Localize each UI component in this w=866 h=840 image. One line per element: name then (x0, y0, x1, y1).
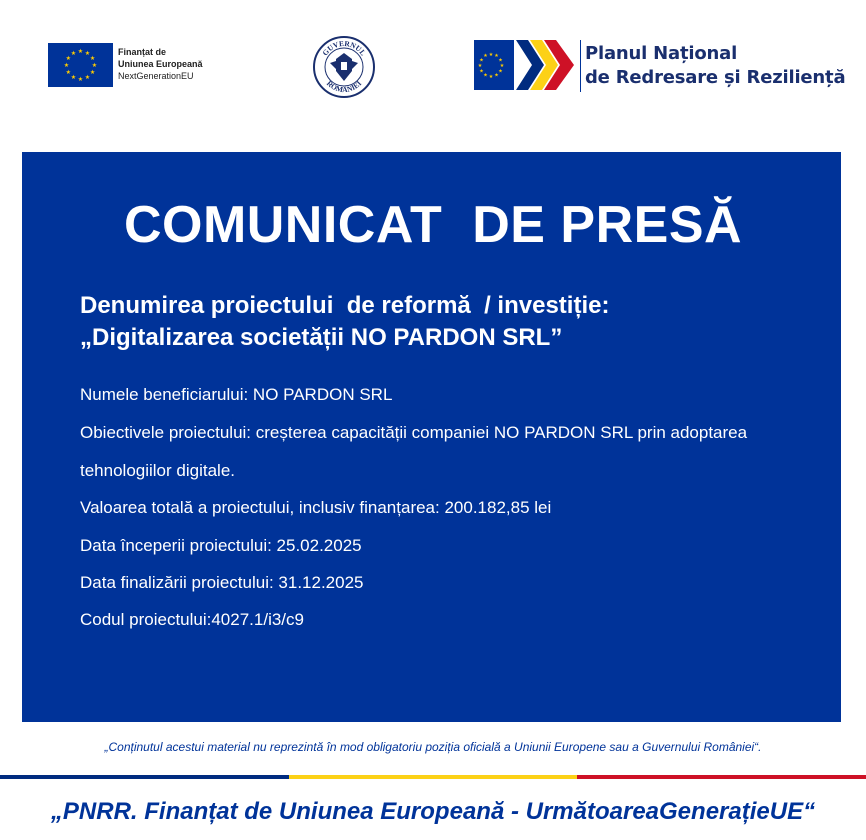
eu-text-line2: Uniunea Europeană (118, 59, 203, 69)
star-icon: ★ (84, 49, 91, 57)
star-icon: ★ (63, 62, 70, 70)
seal-bottom-text: ROMÂNIEI (324, 78, 364, 95)
project-name: „Digitalizarea societății NO PARDON SRL” (80, 324, 563, 351)
star-icon: ★ (483, 53, 488, 60)
pnrr-logo-icon (472, 36, 576, 94)
star-icon: ★ (498, 68, 503, 75)
star-icon: ★ (70, 49, 77, 57)
press-release-title: COMUNICAT DE PRESĂ (123, 196, 743, 254)
star-icon: ★ (77, 76, 84, 84)
project-title-block (80, 290, 609, 354)
seal-top-text: GUVERNUL (320, 38, 368, 58)
star-icon: ★ (89, 55, 96, 63)
star-icon: ★ (488, 73, 494, 80)
objectives-row: Obiectivele proiectului: creșterea capacității companiei NO PARDON SRL prin adoptarea (80, 423, 748, 442)
project-label: Denumirea proiectului de reformă / investiție: (80, 292, 610, 319)
tricolor-stripe (0, 775, 866, 779)
pnrr-divider (580, 40, 581, 92)
star-icon: ★ (477, 62, 483, 69)
start-date-row: Data începerii proiectului: 25.02.2025 (80, 536, 362, 555)
pnrr-title (585, 42, 845, 90)
beneficiary-row: Numele beneficiarului: NO PARDON SRL (80, 385, 393, 404)
star-icon: ★ (65, 55, 72, 63)
star-icon: ★ (494, 72, 499, 79)
pnrr-line1: Planul Național (585, 43, 738, 64)
star-icon: ★ (479, 57, 484, 64)
total-value-row: Valoarea totală a proiectului, inclusiv finanțarea: 200.182,85 lei (80, 498, 552, 517)
eu-text-line3: NextGenerationEU (118, 71, 194, 81)
eu-text-line1: Finanțat de (118, 47, 167, 57)
star-icon: ★ (479, 68, 484, 75)
star-icon: ★ (488, 51, 494, 58)
star-icon: ★ (77, 48, 84, 56)
star-icon: ★ (483, 72, 488, 79)
eu-flag-icon (48, 43, 113, 87)
star-icon: ★ (91, 62, 98, 70)
stripe-red (577, 775, 866, 779)
end-date-row: Data finalizării proiectului: 31.12.2025 (80, 573, 364, 592)
project-code-row: Codul proiectului:4027.1/i3/c9 (80, 610, 304, 629)
stripe-blue (0, 775, 289, 779)
star-icon: ★ (84, 74, 91, 82)
eu-funding-text (118, 46, 203, 82)
stripe-yellow (289, 775, 578, 779)
header (0, 0, 866, 150)
pnrr-line2: de Redresare și Reziliență (585, 67, 846, 88)
star-icon: ★ (499, 62, 505, 69)
objectives-row-continued: tehnologiilor digitale. (80, 461, 235, 480)
star-icon: ★ (89, 69, 96, 77)
footer-slogan: „PNRR. Finanțat de Uniunea Europeană - UrmătoareaGenerațieUE“ (50, 798, 816, 825)
star-icon: ★ (494, 53, 499, 60)
star-icon: ★ (70, 74, 77, 82)
star-icon: ★ (498, 57, 503, 64)
star-icon: ★ (65, 69, 72, 77)
disclaimer-text: „Conținutul acestui material nu reprezintă în mod obligatoriu poziția oficială a Uniunii Europene sau a Guvernului României“. (104, 740, 762, 754)
romanian-government-seal-icon (312, 35, 376, 99)
